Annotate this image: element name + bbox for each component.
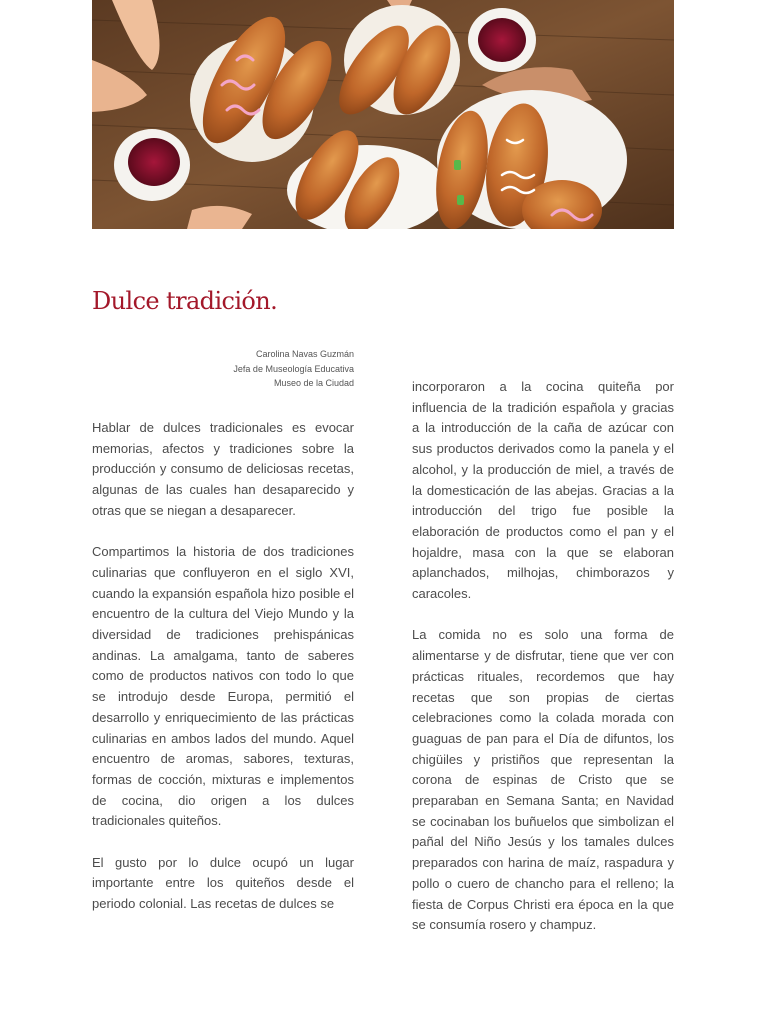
right-text-column [412,377,674,957]
paragraph: Compartimos la historia de dos tradiciones culinarias que confluyeron en el siglo XVI, cuando la expansión española hizo posible el encuentro de la cultura del Viejo Mundo y la diversidad de tradiciones prehispánicas andinas. La amalgama, tanto de saberes como de productos nativos con todo lo que se introdujo desde Europa, permitió el desarrollo y enriquecimiento de las prácticas culinarias en ambos lados del mundo. Aquel encuentro de aromas, sabores, texturas, formas de cocción, mixturas e implementos de cocina, dio origen a los dulces tradicionales quiteños. [92,544,354,829]
hero-photo [92,0,674,229]
paragraph: Hablar de dulces tradicionales es evocar memorias, afectos y tradiciones sobre la producción y consumo de deliciosas recetas, algunas de las cuales han desaparecido y otras que se niegan a desaparecer. [92,420,354,518]
author-institution: Museo de la Ciudad [273,378,354,388]
paragraph: incorporaron a la cocina quiteña por influencia de la tradición española y gracias a la introducción de la caña de azúcar con sus productos derivados como la panela y el alcohol, y la producción de miel, a través de la domesticación de las abejas. Gracias a la introducción del trigo fue posible la elaboración de productos como el pan y el hojaldre, masa con la que se elaboran aplanchados, milhojas, chimborazos y caracoles. [412,379,674,602]
paragraph: La comida no es solo una forma de alimentarse y de disfrutar, tiene que ver con prácticas rituales, recordemos que hay recetas que son propias de ciertas celebraciones como la colada morada con guaguas de pan para el Día de difuntos, los chigüiles y pristiños que representan la corona de espinas de Cristo que se preparaban en Semana Santa; en Navidad se cocinaban los buñuelos que simbolizan el pañal del Niño Jesús y los tamales dulces preparados con harina de maíz, raspadura y pollo o cuero de chancho para el relleno; la fiesta de Corpus Christi era época en la que se consumía rosero y champuz. [412,627,674,933]
article-title: Dulce tradición. [92,287,278,315]
paragraph: El gusto por lo dulce ocupó un lugar importante entre los quiteños desde el periodo colonial. Las recetas de dulces se [92,854,354,912]
colada-shape [128,138,180,186]
author-role: Jefa de Museología Educativa [233,363,354,374]
bread-and-colada-photo [92,0,674,229]
author-byline [92,347,354,391]
colada-shape [478,18,526,62]
author-name: Carolina Navas Guzmán [255,349,354,359]
left-text-column [92,418,354,936]
